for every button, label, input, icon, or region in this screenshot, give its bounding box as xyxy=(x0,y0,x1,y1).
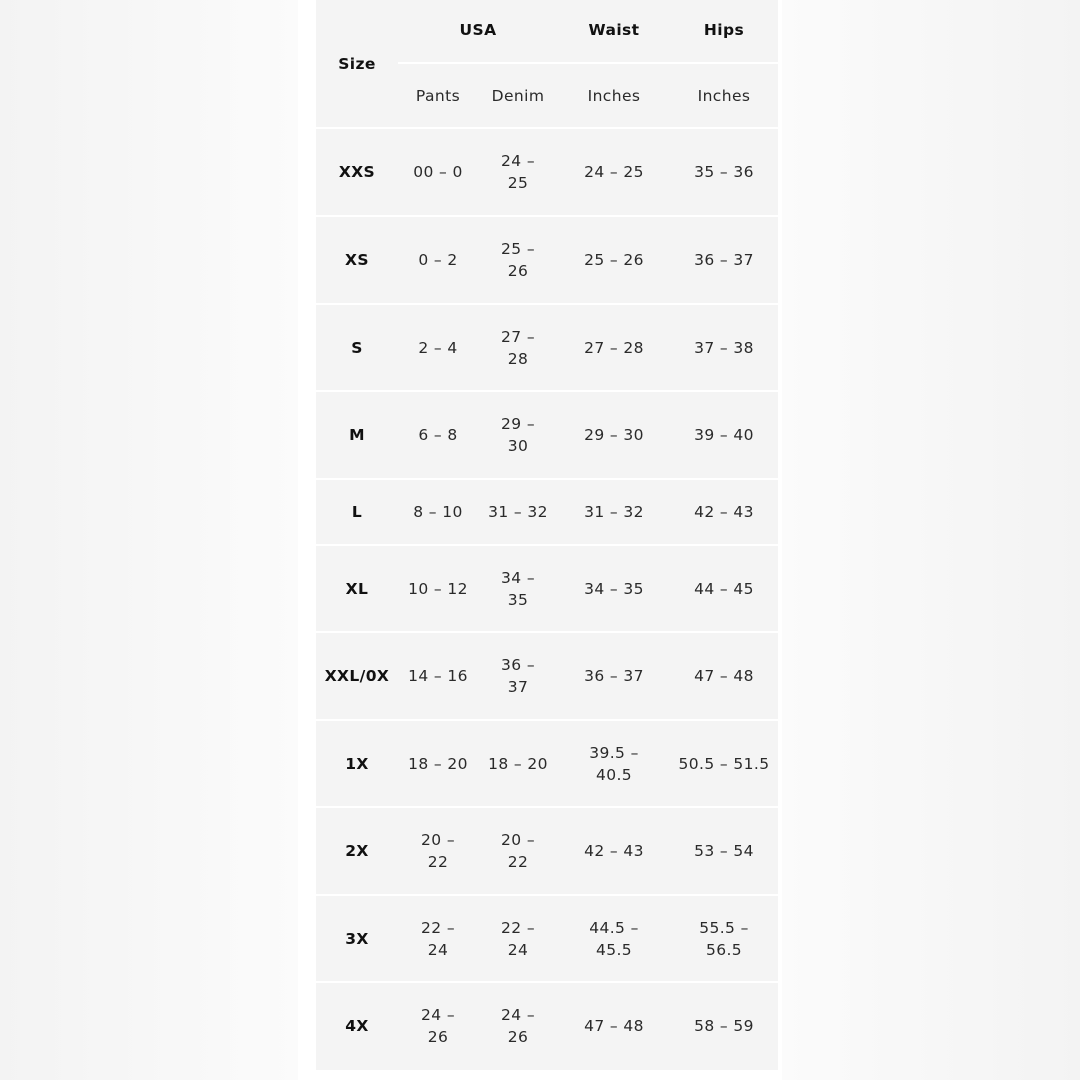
table-cell-pants: 8 – 10 xyxy=(413,503,463,521)
table-cell-waist: 25 – 26 xyxy=(584,251,644,269)
table-cell-pants: 22 – 24 xyxy=(420,918,455,959)
table-cell-size: XS xyxy=(345,251,369,269)
table-cell-hips: 58 – 59 xyxy=(694,1017,754,1035)
header-hips-unit: Inches xyxy=(697,87,751,105)
table-cell-denim: 24 – 26 xyxy=(500,1006,535,1046)
header-waist: Waist xyxy=(588,21,640,39)
table-cell-waist: 42 – 43 xyxy=(584,842,644,860)
table-cell-denim: 18 – 20 xyxy=(488,754,548,773)
table-cell-denim: 27 – 28 xyxy=(500,327,535,368)
table-cell-denim: 25 – 26 xyxy=(500,240,535,280)
table-cell-denim: 31 – 32 xyxy=(488,503,548,521)
header-waist-unit: Inches xyxy=(587,87,641,105)
table-cell-size: 2X xyxy=(345,842,369,860)
table-cell-denim: 29 – 30 xyxy=(500,415,535,455)
table-cell-denim: 36 – 37 xyxy=(500,656,535,696)
header-denim: Denim xyxy=(491,87,545,105)
table-cell-hips: 39 – 40 xyxy=(694,426,754,444)
table-cell-size: XXS xyxy=(338,163,376,181)
table-cell-pants: 0 – 2 xyxy=(418,251,458,269)
table-cell-size: XL xyxy=(345,579,369,598)
background-right xyxy=(782,0,1080,1080)
table-cell-size: L xyxy=(351,503,363,521)
table-cell-pants: 20 – 22 xyxy=(420,831,455,871)
table-cell-waist: 47 – 48 xyxy=(584,1017,644,1035)
table-cell-waist: 29 – 30 xyxy=(584,426,644,444)
table-cell-hips: 50.5 – 51.5 xyxy=(678,754,770,773)
table-cell-pants: 10 – 12 xyxy=(408,579,468,598)
table-cell-size: 4X xyxy=(345,1017,369,1035)
header-size: Size xyxy=(338,55,376,73)
table-cell-hips: 53 – 54 xyxy=(694,842,754,860)
table-cell-hips: 35 – 36 xyxy=(694,163,754,181)
table-cell-waist: 31 – 32 xyxy=(584,503,644,521)
table-cell-size: 3X xyxy=(345,929,369,948)
table-cell-pants: 14 – 16 xyxy=(408,667,468,685)
table-cell-waist: 24 – 25 xyxy=(584,163,644,181)
header-pants: Pants xyxy=(415,87,461,105)
table-cell-waist: 27 – 28 xyxy=(584,338,644,357)
table-cell-size: XXL/0X xyxy=(324,667,390,685)
table-cell-hips: 44 – 45 xyxy=(694,579,754,598)
table-cell-pants: 6 – 8 xyxy=(418,426,458,444)
table-cell-pants: 18 – 20 xyxy=(408,754,468,773)
table-cell-hips: 47 – 48 xyxy=(694,667,754,685)
table-cell-hips: 55.5 – 56.5 xyxy=(699,918,749,959)
header-usa: USA xyxy=(459,21,497,39)
table-cell-waist: 34 – 35 xyxy=(584,579,644,598)
table-cell-pants: 00 – 0 xyxy=(413,163,463,181)
table-cell-pants: 2 – 4 xyxy=(418,338,458,357)
table-cell-waist: 39.5 – 40.5 xyxy=(589,743,639,784)
table-cell-pants: 24 – 26 xyxy=(420,1006,455,1046)
table-cell-hips: 36 – 37 xyxy=(694,251,754,269)
table-cell-waist: 44.5 – 45.5 xyxy=(589,918,639,959)
table-cell-hips: 42 – 43 xyxy=(694,503,754,521)
header-hips: Hips xyxy=(703,21,745,39)
table-cell-size: 1X xyxy=(345,754,369,773)
table-cell-denim: 34 – 35 xyxy=(500,568,535,609)
table-cell-size: M xyxy=(349,426,365,444)
table-cell-waist: 36 – 37 xyxy=(584,667,644,685)
table-cell-size: S xyxy=(351,338,363,357)
table-cell-hips: 37 – 38 xyxy=(694,338,754,357)
size-chart-table xyxy=(316,0,778,1070)
table-cell-denim: 24 – 25 xyxy=(500,152,535,192)
header-divider xyxy=(398,62,778,64)
background-left xyxy=(0,0,298,1080)
table-cell-denim: 20 – 22 xyxy=(500,831,535,871)
table-cell-denim: 22 – 24 xyxy=(500,918,535,959)
